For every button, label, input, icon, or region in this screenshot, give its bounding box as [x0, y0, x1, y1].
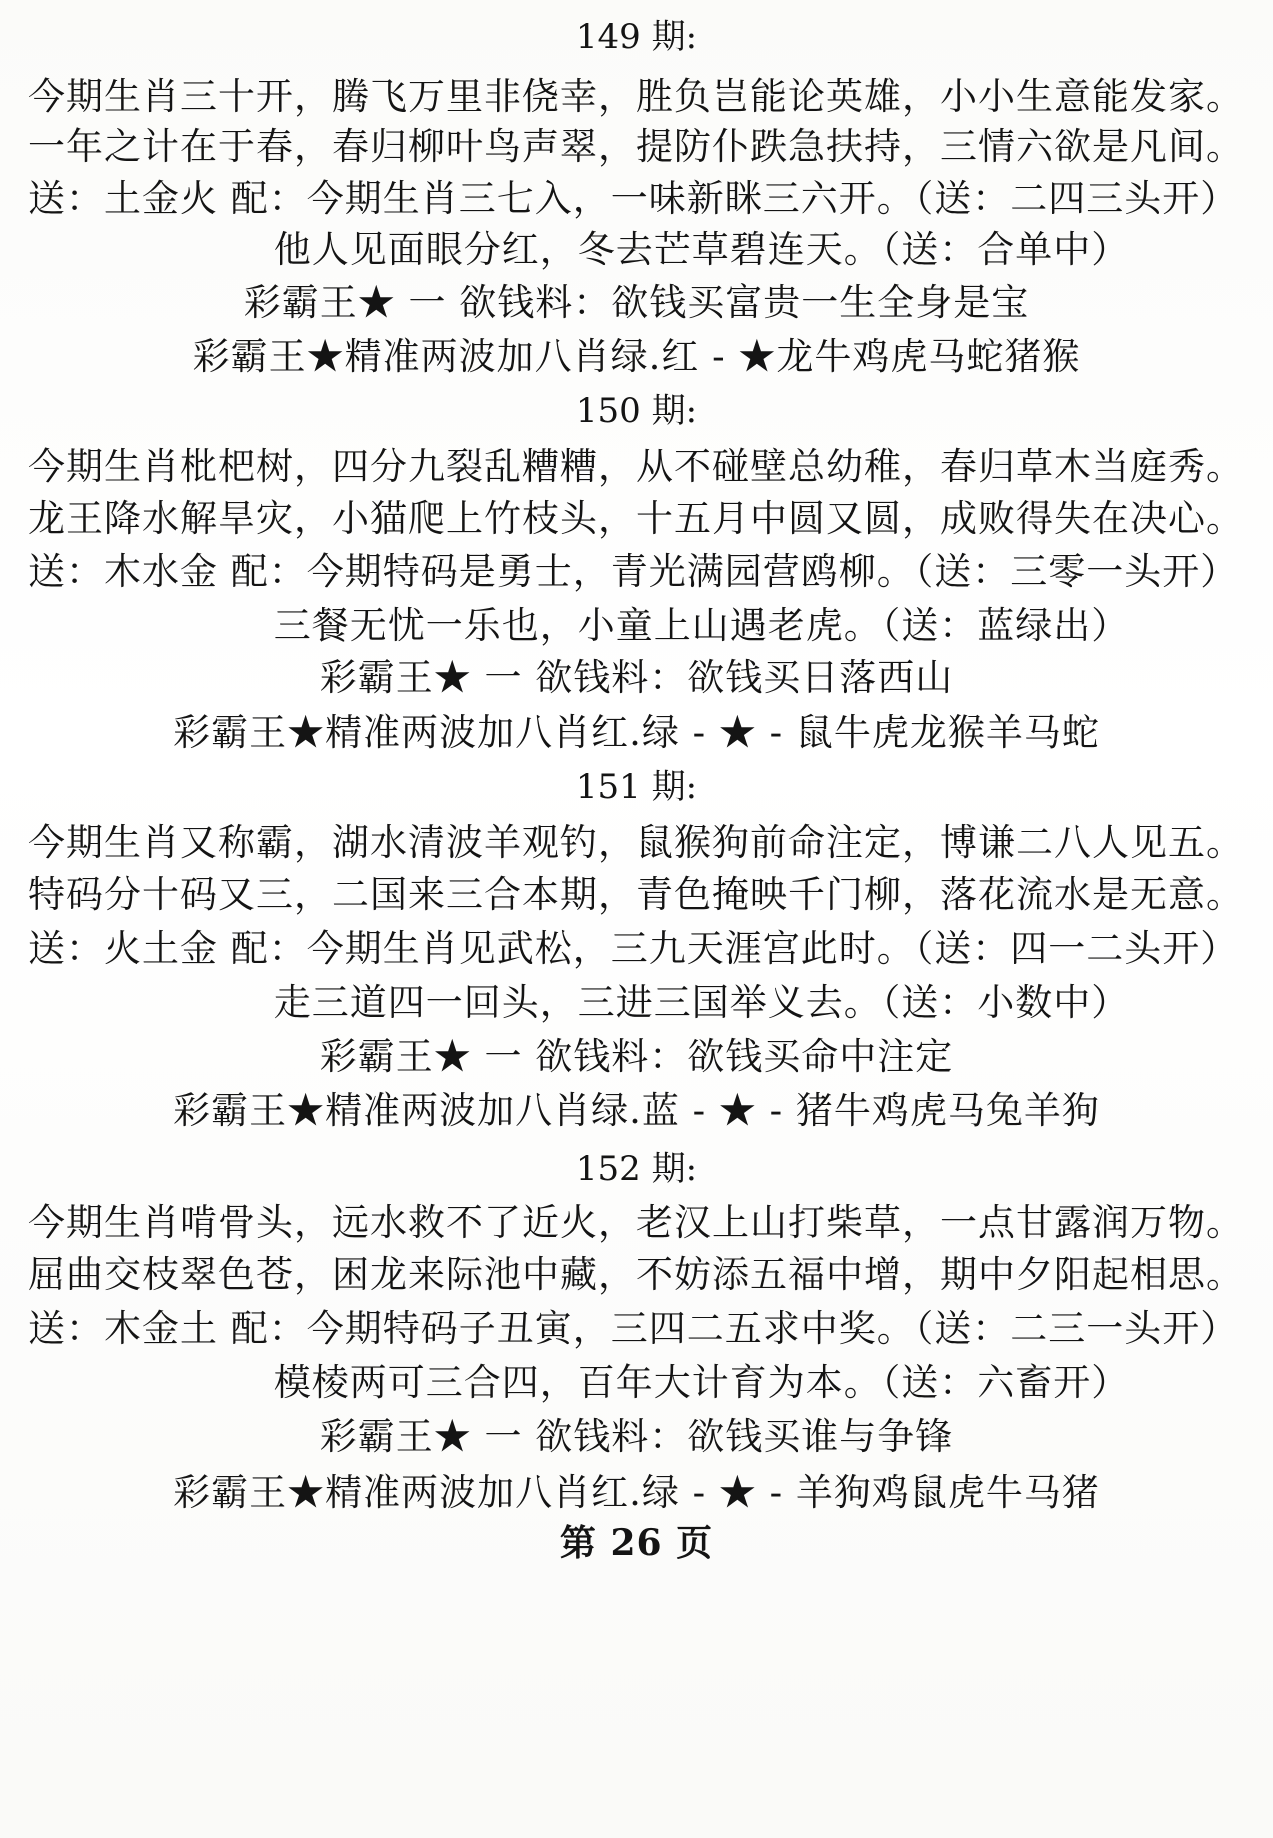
wave-line: 彩霸王★精准两波加八肖红.绿 - ★ - 鼠牛虎龙猴羊马蛇 — [173, 711, 1100, 754]
verse-line: 特码分十码又三，二国来三合本期，青色掩映千门柳，落花流水是无意。 — [28, 873, 1244, 916]
verse-line: 龙王降水解旱灾，小猫爬上竹枝头，十五月中圆又圆，成败得失在决心。 — [28, 497, 1244, 540]
issue-heading: 150 期: — [575, 391, 698, 431]
verse-line: 屈曲交枝翠色苍，困龙来际池中藏，不妨添五福中增，期中夕阳起相思。 — [28, 1253, 1244, 1296]
wave-line: 彩霸王★精准两波加八肖绿.蓝 - ★ - 猪牛鸡虎马兔羊狗 — [173, 1089, 1100, 1132]
verse-line: 今期生肖三十开，腾飞万里非侥幸，胜负岂能论英雄，小小生意能发家。 — [28, 75, 1244, 118]
verse-line: 今期生肖又称霸，湖水清波羊观钓，鼠猴狗前命注定，博谦二八人见五。 — [28, 821, 1244, 864]
send-line: 三餐无忧一乐也，小童上山遇老虎。（送：蓝绿出） — [273, 604, 1130, 647]
send-line: 送：木水金 配：今期特码是勇士，青光满园营鸥柳。（送：三零一头开） — [28, 550, 1239, 593]
send-line: 模棱两可三合四，百年大计育为本。（送：六畜开） — [273, 1361, 1130, 1404]
issue-heading: 149 期: — [575, 17, 698, 57]
wave-line: 彩霸王★精准两波加八肖红.绿 - ★ - 羊狗鸡鼠虎牛马猪 — [173, 1471, 1100, 1514]
verse-line: 今期生肖枇杷树，四分九裂乱糟糟，从不碰壁总幼稚，春归草木当庭秀。 — [28, 445, 1244, 488]
wave-line: 彩霸王★精准两波加八肖绿.红 - ★龙牛鸡虎马蛇猪猴 — [192, 335, 1081, 378]
issue-heading: 152 期: — [575, 1149, 698, 1189]
verse-line: 今期生肖啃骨头，远水救不了近火，老汉上山打柴草，一点甘露润万物。 — [28, 1201, 1244, 1244]
money-line: 彩霸王★ 一 欲钱料：欲钱买谁与争锋 — [319, 1415, 954, 1458]
send-line: 送：土金火 配：今期生肖三七入，一味新眯三六开。（送：二四三头开） — [28, 177, 1239, 220]
money-line: 彩霸王★ 一 欲钱料：欲钱买命中注定 — [319, 1035, 954, 1078]
verse-line: 一年之计在于春，春归柳叶鸟声翠，提防仆跌急扶持，三情六欲是凡间。 — [28, 125, 1244, 168]
send-line: 走三道四一回头，三进三国举义去。（送：小数中） — [273, 981, 1130, 1024]
money-line: 彩霸王★ 一 欲钱料：欲钱买富贵一生全身是宝 — [243, 281, 1030, 324]
money-line: 彩霸王★ 一 欲钱料：欲钱买日落西山 — [319, 656, 954, 699]
send-line: 送：木金土 配：今期特码子丑寅，三四二五求中奖。（送：二三一头开） — [28, 1307, 1239, 1350]
send-line: 他人见面眼分红，冬去芒草碧连天。（送：合单中） — [273, 228, 1130, 271]
issue-heading: 151 期: — [575, 767, 698, 807]
page-number: 第 26 页 — [559, 1522, 714, 1564]
send-line: 送：火土金 配：今期生肖见武松，三九天涯宫此时。（送：四一二头开） — [28, 927, 1239, 970]
